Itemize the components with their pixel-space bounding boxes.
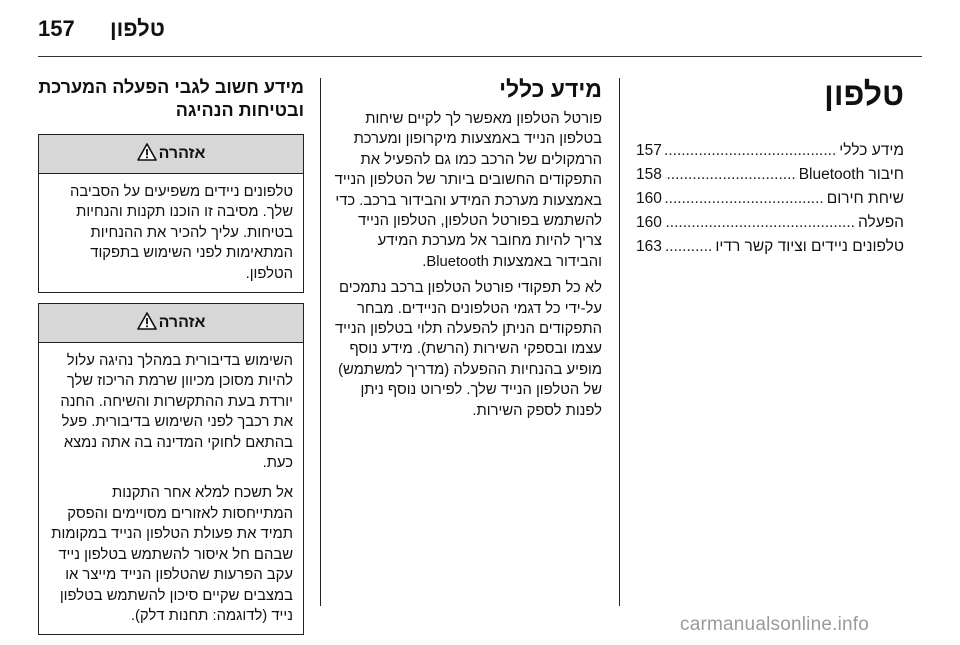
toc-list — [636, 139, 904, 259]
toc-item[interactable] — [636, 139, 904, 163]
warning-box — [38, 134, 304, 293]
general-info-column — [330, 76, 602, 427]
toc-leader-dots — [665, 187, 824, 211]
chapter-title: טלפון — [824, 76, 904, 112]
toc-item[interactable] — [636, 163, 904, 187]
general-info-paragraph: לא כל תפקודי פורטל הטלפון ברכב נתמכים על-ידי כל דגמי הטלפונים הניידים. מבחר התפקודים הניתן להפעלה תלוי בטלפון הנייד עצמו ובספקי השירות (הרשת). מידע נוסף מופיע בהנחיות ההפעלה (מדריך למשתמש) של הטלפון הנייד שלך. לפירוט נוסף ניתן לפנות לספק השירות. — [334, 280, 602, 419]
safety-column — [38, 76, 304, 645]
page-number: 157 — [38, 16, 75, 41]
warning-header — [39, 304, 303, 343]
toc-leader-dots — [665, 139, 836, 163]
warning-box — [38, 303, 304, 635]
column-divider — [619, 78, 620, 606]
safety-heading: מידע חשוב לגבי הפעלה המערכת ובטיחות הנהיגה — [38, 77, 304, 120]
toc-item[interactable] — [636, 187, 904, 211]
column-divider — [320, 78, 321, 606]
toc-item-label: מידע כללי — [839, 142, 904, 159]
toc-item-label: טלפונים ניידים וציוד קשר רדיו — [715, 238, 904, 255]
warning-text: השימוש בדיבורית במהלך נהיגה עלול להיות מסוכן מכיוון שרמת הריכוז שלך יורדת בעת ההתקשרות והשיחה. החנה את רכבך לפני השימוש בדיבורית. פעל בהתאם לחוקי המדינה בה אתה נמצא כעת. — [60, 353, 293, 472]
general-info-heading: מידע כללי — [499, 76, 602, 102]
toc-item-page: 158 — [636, 166, 662, 183]
toc-item-page: 160 — [636, 190, 662, 207]
toc-leader-dots — [665, 211, 855, 235]
toc-item[interactable] — [636, 235, 904, 259]
toc-item-label: חיבור Bluetooth — [798, 166, 904, 183]
header-rule — [38, 56, 922, 57]
toc-leader-dots — [665, 163, 796, 187]
general-info-paragraph: פורטל הטלפון מאפשר לך לקיים שיחות בטלפון הנייד באמצעות מיקרופון ומערכת הרמקולים של הרכב כמו גם להפעיל את התפקודים החשובים ביותר של הטלפון הנייד באמצעות מערכת המידע והבידור ברכב. כדי להשתמש בפורטל הטלפון, הטלפון הנייד צריך להיות מחובר אל מערכת המידע והבידור באמצעות Bluetooth. — [334, 111, 602, 270]
warning-text: אל תשכח למלא אחר התקנות המתייחסות לאזורים מסויימים והפסק תמיד את פעולת הטלפון הנייד במקומות שבהם חל איסור להשתמש בטלפון נייד עקב הפרעות שהטלפון הנייד מייצר או במצבים שקיים סיכון להשתמש בטלפון נייד (לדוגמה: תחנות דלק). — [51, 485, 293, 624]
toc-item-page: 163 — [636, 238, 662, 255]
toc-item-label: שיחת חירום — [826, 190, 904, 207]
warning-triangle-icon — [137, 312, 157, 335]
toc-item[interactable] — [636, 211, 904, 235]
watermark: carmanualsonline.info — [680, 614, 870, 635]
warning-label: אזהרה — [158, 314, 206, 332]
warning-body — [39, 343, 303, 634]
toc-item-page: 160 — [636, 214, 662, 231]
warning-triangle-icon — [137, 143, 157, 166]
toc-item-page: 157 — [636, 142, 662, 159]
chapter-toc-column — [636, 76, 904, 259]
running-header-title: טלפון — [110, 16, 165, 41]
warning-text: טלפונים ניידים משפיעים על הסביבה שלך. מסיבה זו הוכנו תקנות והנחיות בטיחות. עליך להכיר את ההנחיות המתאימות לפני השימוש בתפקוד הטלפון. — [70, 184, 293, 282]
toc-item-label: הפעלה — [857, 214, 904, 231]
toc-leader-dots — [665, 235, 712, 259]
warning-body — [39, 174, 303, 292]
warning-label: אזהרה — [158, 145, 206, 162]
warning-header — [39, 135, 303, 174]
